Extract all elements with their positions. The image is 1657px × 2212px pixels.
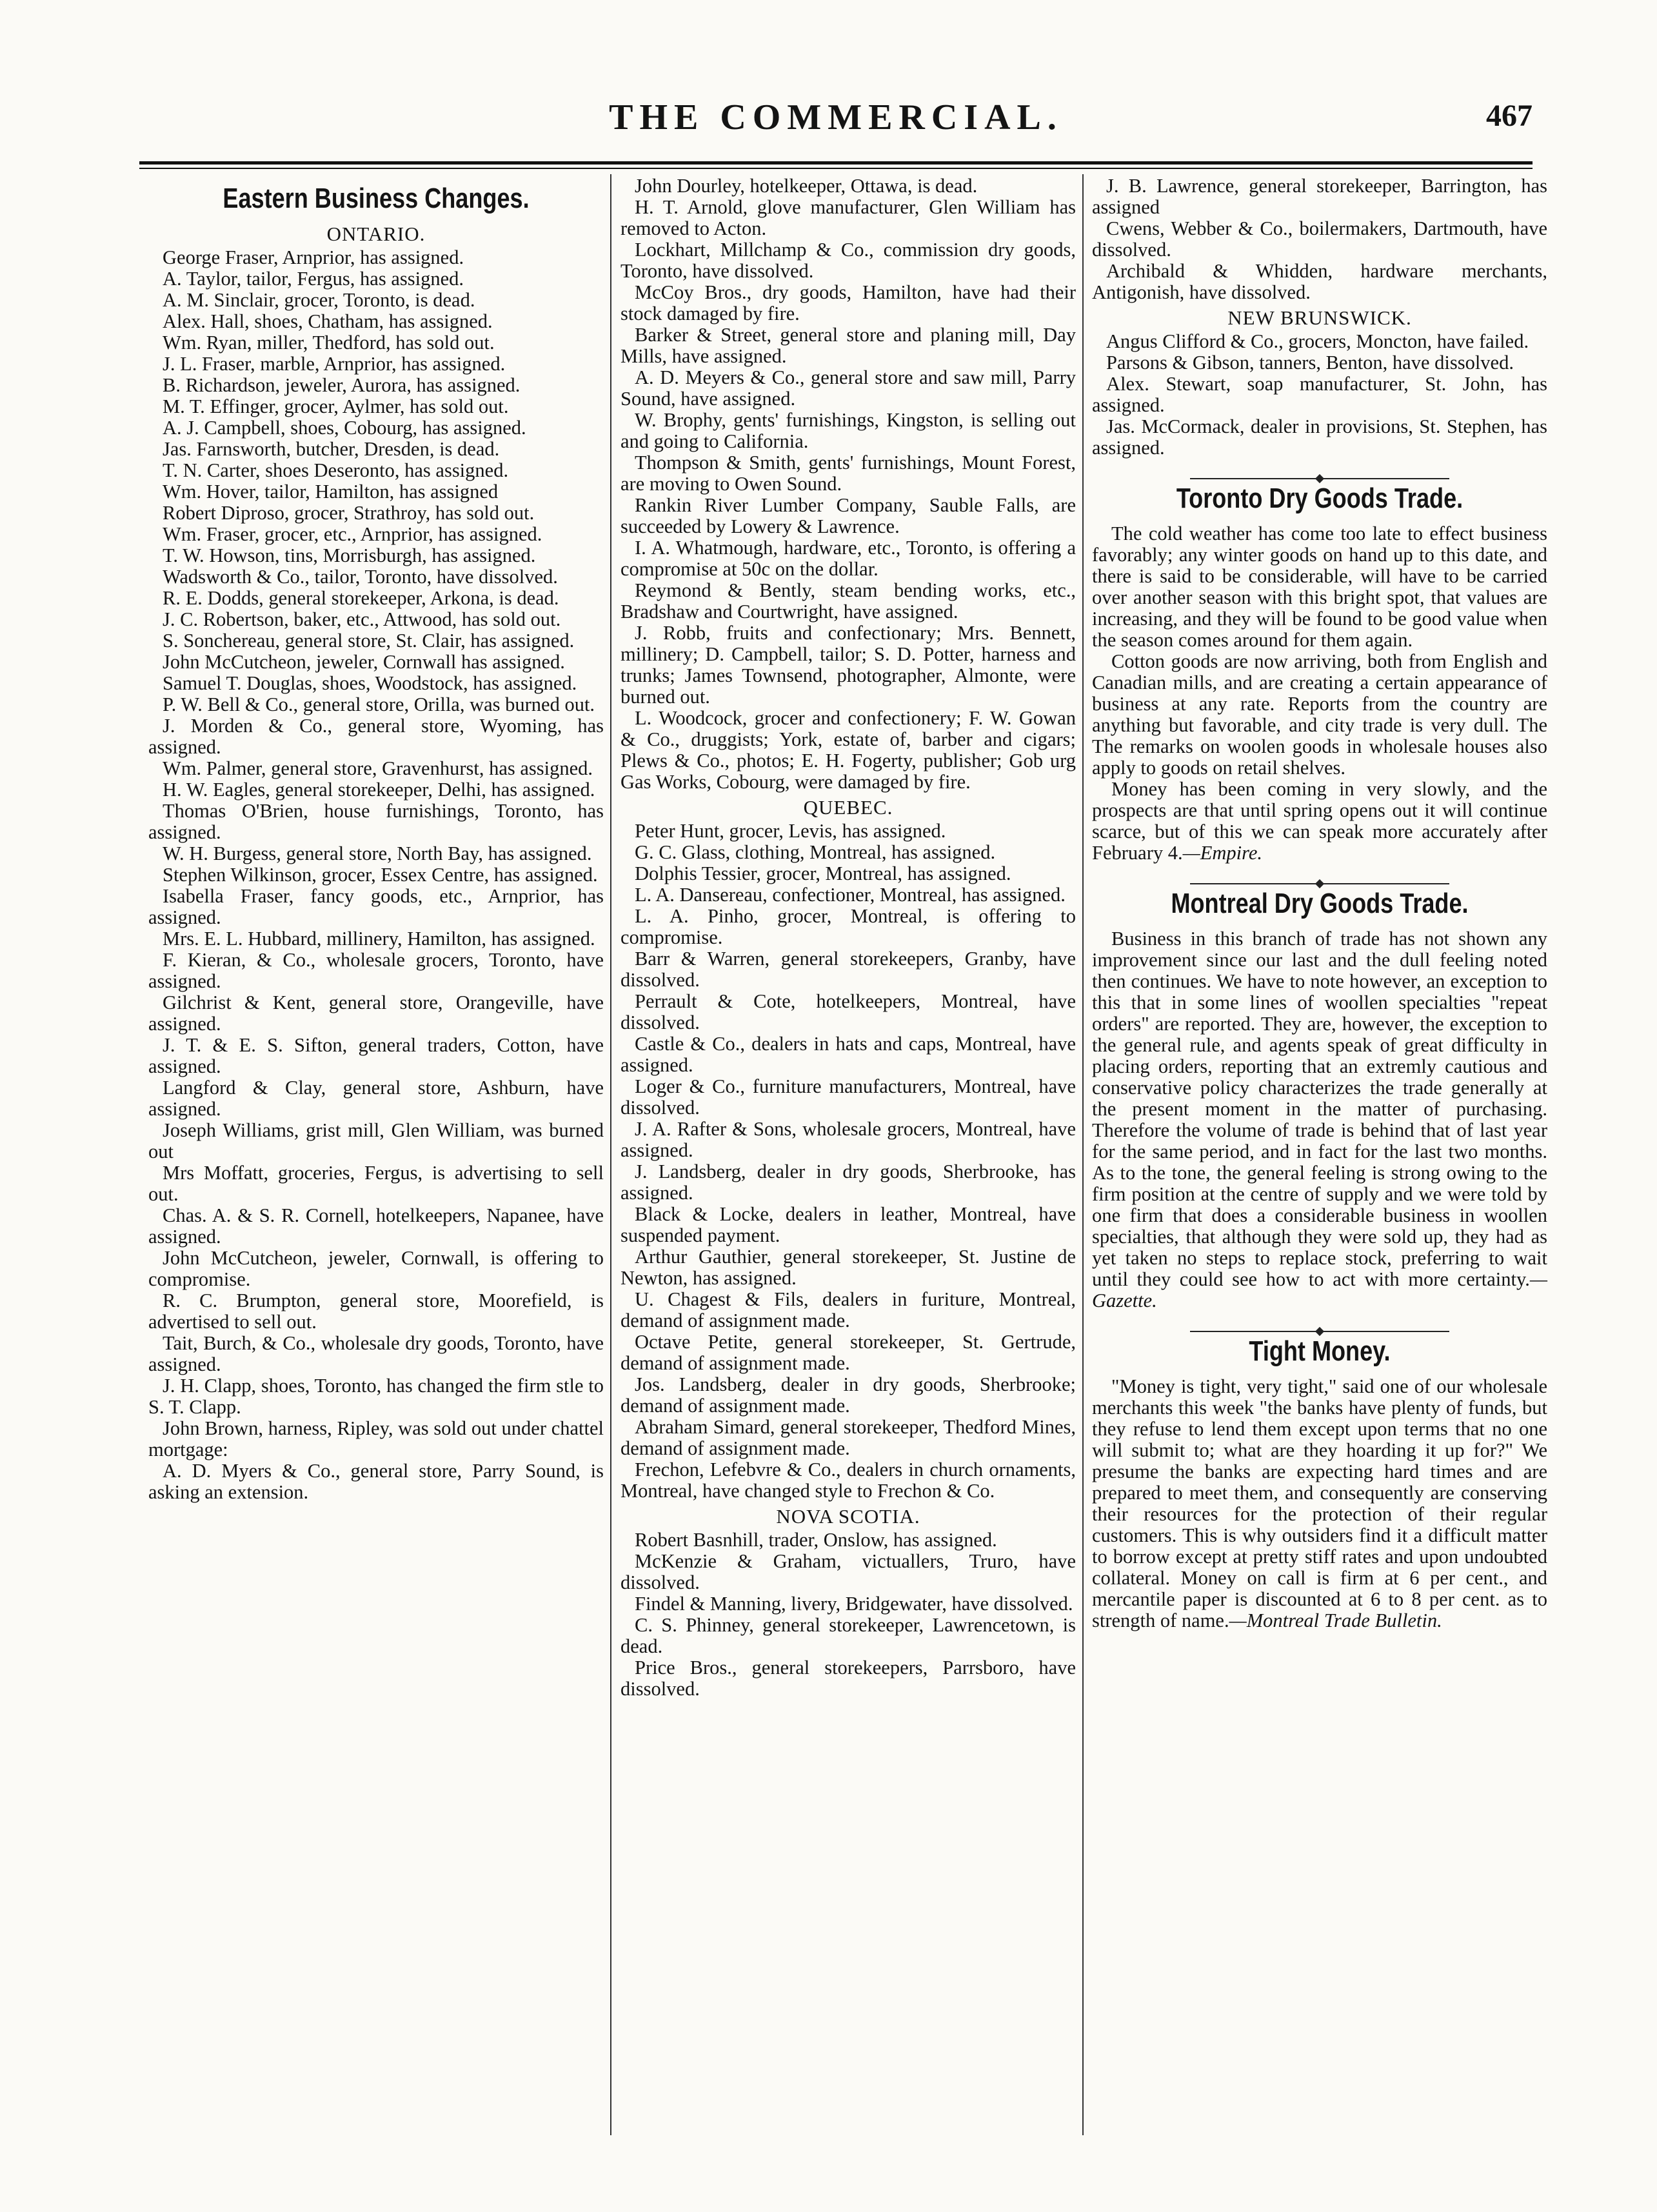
list-item: Lockhart, Millchamp & Co., commission dry goods, Toronto, have dissolved. [620,239,1076,282]
list-item: A. M. Sinclair, grocer, Toronto, is dead. [163,289,475,311]
list-item: Thomas O'Brien, house furnishings, Toronto, has assigned. [148,800,604,843]
journal-title: THE COMMERCIAL. [609,97,1063,137]
list-item: Jas. Farnsworth, butcher, Dresden, is dead. [163,438,500,460]
list-item: Thompson & Smith, gents' furnishings, Mount Forest, are moving to Owen Sound. [620,452,1076,495]
article-paragraph [1092,779,1547,864]
article-montreal-dry-goods [1092,887,1547,1311]
article-paragraph [1092,1376,1547,1631]
list-item: Barr & Warren, general storekeepers, Granby, have dissolved. [620,948,1076,991]
list-item: P. W. Bell & Co., general store, Orilla, was burned out. [163,693,595,715]
province-heading-ontario: ONTARIO. [326,223,426,245]
list-item: Mrs. E. L. Hubbard, millinery, Hamilton, has assigned. [163,928,595,950]
list-item: Mrs Moffatt, groceries, Fergus, is advertising to sell out. [148,1162,604,1205]
column-1 [148,175,604,1503]
column-divider-2 [1082,174,1084,2135]
list-item: Wm. Hover, tailor, Hamilton, has assigned [163,481,499,503]
article-tight-money [1092,1335,1547,1631]
province-heading-new-brunswick: NEW BRUNSWICK. [1227,306,1412,329]
list-item: Arthur Gauthier, general storekeeper, St. Justine de Newton, has assigned. [620,1246,1076,1289]
article-title: Toronto Dry Goods Trade. [1176,483,1464,514]
list-item: A. Taylor, tailor, Fergus, has assigned. [163,268,464,290]
list-item: J. C. Robertson, baker, etc., Attwood, has sold out. [163,608,561,630]
list-item: Joseph Williams, grist mill, Glen William, was burned out [148,1119,604,1162]
list-item: A. D. Myers & Co., general store, Parry Sound, is asking an extension. [148,1460,604,1503]
list-item: Castle & Co., dealers in hats and caps, Montreal, have assigned. [620,1033,1076,1076]
list-item: Alex. Hall, shoes, Chatham, has assigned. [163,310,493,332]
article-text: Business in this branch of trade has not shown any improvement since our last and the dull feeling noted then continues. We have to note however, an exception to this that in some lines of woollen specialties "repeat orders" are reported. They are, however, the exception to the general rule, and agents speak of great difficulty in placing orders, reporting that an extremly cautious and conservative policy characterizes the trade generally at the present moment in the matter of purchasing. Therefore the volume of trade is behind that of last year for the same period, and in fact for the last two months. As to the tone, the general feeling is strong owing to the firm position at the centre of supply and we were told by one firm that does a considerable business in woollen specialties, that although they were sold up, they had as yet taken no steps to replace stock, preferring to wait until they could see how to act with more certainty. [1092,928,1547,1290]
list-item: Wadsworth & Co., tailor, Toronto, have dissolved. [163,566,558,588]
list-item: Loger & Co., furniture manufacturers, Montreal, have dissolved. [620,1075,1076,1119]
article-source: —Montreal Trade Bulletin. [1229,1609,1442,1631]
list-item: S. Sonchereau, general store, St. Clair, has assigned. [163,630,575,652]
article-toronto-dry-goods [1092,482,1547,864]
list-item: J. H. Clapp, shoes, Toronto, has changed the firm stle to S. T. Clapp. [148,1375,604,1418]
list-item: Robert Basnhill, trader, Onslow, has assigned. [635,1529,997,1551]
list-item: J. T. & E. S. Sifton, general traders, Cotton, have assigned. [148,1034,604,1077]
list-item: H. T. Arnold, glove manufacturer, Glen William has removed to Acton. [620,196,1076,239]
list-item: John McCutcheon, jeweler, Cornwall, is offering to compromise. [148,1247,604,1290]
entry-list-ontario-cont [620,175,1076,793]
list-item: R. E. Dodds, general storekeeper, Arkona, is dead. [163,587,559,609]
list-item: G. C. Glass, clothing, Montreal, has assigned. [635,841,996,863]
article-text: Money has been coming in very slowly, and the prospects are that until spring opens out it will continue scarce, but of this we can speak more accurately after February 4. [1092,778,1547,864]
list-item: John Dourley, hotelkeeper, Ottawa, is dead. [635,175,978,197]
list-item: A. J. Campbell, shoes, Cobourg, has assigned. [163,417,526,439]
entry-list-ontario [148,247,604,1503]
list-item: Barker & Street, general store and planing mill, Day Mills, have assigned. [620,324,1076,367]
list-item: Tait, Burch, & Co., wholesale dry goods, Toronto, have assigned. [148,1332,604,1375]
list-item: J. L. Fraser, marble, Arnprior, has assigned. [163,353,506,375]
article-title: Tight Money. [1249,1335,1391,1367]
list-item: A. D. Meyers & Co., general store and saw mill, Parry Sound, have assigned. [620,366,1076,410]
list-item: John McCutcheon, jeweler, Cornwall has assigned. [163,651,565,673]
list-item: Reymond & Bently, steam bending works, etc., Bradshaw and Courtwright, have assigned. [620,579,1076,623]
list-item: McCoy Bros., dry goods, Hamilton, have had their stock damaged by fire. [620,281,1076,324]
list-item: Isabella Fraser, fancy goods, etc., Arnprior, has assigned. [148,885,604,928]
entry-list-nova-scotia [620,1529,1076,1700]
list-item: Cwens, Webber & Co., boilermakers, Dartmouth, have dissolved. [1092,217,1547,261]
list-item: Langford & Clay, general store, Ashburn, have assigned. [148,1077,604,1120]
list-item: Wm. Ryan, miller, Thedford, has sold out. [163,332,495,354]
ornament-divider [1092,466,1547,475]
entry-list-new-brunswick [1092,331,1547,459]
list-item: W. H. Burgess, general store, North Bay, has assigned. [163,842,592,864]
list-item: J. B. Lawrence, general storekeeper, Barrington, has assigned [1092,175,1547,218]
header-rule-thin [139,168,1533,169]
list-item: Wm. Palmer, general store, Gravenhurst, has assigned. [163,757,593,779]
list-item: J. Morden & Co., general store, Wyoming, has assigned. [148,715,604,758]
list-item: J. Landsberg, dealer in dry goods, Sherbrooke, has assigned. [620,1161,1076,1204]
list-item: H. W. Eagles, general storekeeper, Delhi, has assigned. [163,779,595,801]
list-item: Jos. Landsberg, dealer in dry goods, Sherbrooke; demand of assignment made. [620,1373,1076,1417]
list-item: J. A. Rafter & Sons, wholesale grocers, Montreal, have assigned. [620,1118,1076,1161]
list-item: Archibald & Whidden, hardware merchants, Antigonish, have dissolved. [1092,260,1547,303]
masthead [139,97,1533,148]
article-source: —Empire. [1182,842,1263,864]
list-item: Black & Locke, dealers in leather, Montreal, have suspended payment. [620,1203,1076,1246]
list-item: Chas. A. & S. R. Cornell, hotelkeepers, Napanee, have assigned. [148,1204,604,1248]
list-item: George Fraser, Arnprior, has assigned. [163,246,464,268]
list-item: Parsons & Gibson, tanners, Benton, have dissolved. [1106,352,1514,374]
list-item: F. Kieran, & Co., wholesale grocers, Toronto, have assigned. [148,949,604,992]
column-divider-1 [610,174,611,2135]
list-item: T. W. Howson, tins, Morrisburgh, has assigned. [163,544,536,566]
list-item: Alex. Stewart, soap manufacturer, St. John, has assigned. [1092,373,1547,416]
entry-list-quebec [620,821,1076,1502]
list-item: Gilchrist & Kent, general store, Orangeville, have assigned. [148,991,604,1035]
article-paragraph: The cold weather has come too late to effect business favorably; any winter goods on hand up to this date, and there is said to be considerable, will have to be carried over another season with this bright spot, that values are increasing, and they will be found to be good value when the season comes around for them again. [1092,523,1547,651]
list-item: L. A. Pinho, grocer, Montreal, is offering to compromise. [620,905,1076,948]
article-paragraph: Cotton goods are now arriving, both from English and Canadian mills, and are creating a certain appearance of business at any rate. Reports from the country are anything but favorable, and city trade is very dull. The The remarks on woolen goods in wholesale houses also apply to goods on retail shelves. [1092,650,1547,779]
list-item: Dolphis Tessier, grocer, Montreal, has assigned. [635,862,1011,884]
ornament-divider [1092,1319,1547,1328]
article-source: —Gazette. [1092,1268,1547,1311]
list-item: Octave Petite, general storekeeper, St. Gertrude, demand of assignment made. [620,1331,1076,1374]
list-item: Samuel T. Douglas, shoes, Woodstock, has assigned. [163,672,577,694]
list-item: Robert Diproso, grocer, Strathroy, has sold out. [163,502,535,524]
province-heading-quebec: QUEBEC. [803,796,893,819]
article-paragraph [1092,928,1547,1311]
list-item: C. S. Phinney, general storekeeper, Lawrencetown, is dead. [620,1614,1076,1657]
column-2 [620,175,1076,1700]
list-item: R. C. Brumpton, general store, Moorefield, is advertised to sell out. [148,1290,604,1333]
section-heading: Eastern Business Changes. [223,183,530,214]
list-item: Peter Hunt, grocer, Levis, has assigned. [635,820,946,842]
list-item: Jas. McCormack, dealer in provisions, St. Stephen, has assigned. [1092,415,1547,459]
list-item: I. A. Whatmough, hardware, etc., Toronto, is offering a compromise at 50c on the dollar. [620,537,1076,580]
entry-list-nova-scotia-cont [1092,175,1547,303]
header-rule [139,161,1533,164]
province-heading-nova-scotia: NOVA SCOTIA. [776,1505,920,1528]
list-item: J. Robb, fruits and confectionary; Mrs. Bennett, millinery; D. Campbell, tailor; S. D. Potter, harness and trunks; James Townsend, photographer, Almonte, were burned out. [620,622,1076,708]
list-item: M. T. Effinger, grocer, Aylmer, has sold out. [163,395,509,417]
list-item: Wm. Fraser, grocer, etc., Arnprior, has assigned. [163,523,542,545]
list-item: L. Woodcock, grocer and confectionery; F. W. Gowan & Co., druggists; York, estate of, barber and cigars; Plews & Co., photos; E. H. Fogerty, publisher; Gob urg Gas Works, Cobourg, were damaged by fire. [620,707,1076,793]
list-item: Angus Clifford & Co., grocers, Moncton, have failed. [1106,330,1529,352]
list-item: Perrault & Cote, hotelkeepers, Montreal, have dissolved. [620,990,1076,1033]
list-item: Findel & Manning, livery, Bridgewater, have dissolved. [635,1593,1073,1615]
list-item: W. Brophy, gents' furnishings, Kingston, is selling out and going to California. [620,409,1076,452]
list-item: Rankin River Lumber Company, Sauble Falls, are succeeded by Lowery & Lawrence. [620,494,1076,537]
list-item: T. N. Carter, shoes Deseronto, has assigned. [163,459,509,481]
list-item: John Brown, harness, Ripley, was sold out under chattel mortgage: [148,1417,604,1460]
list-item: U. Chagest & Fils, dealers in furiture, Montreal, demand of assignment made. [620,1288,1076,1331]
list-item: Abraham Simard, general storekeeper, Thedford Mines, demand of assignment made. [620,1416,1076,1459]
list-item: Frechon, Lefebvre & Co., dealers in church ornaments, Montreal, have changed style to Frechon & Co. [620,1459,1076,1502]
list-item: Stephen Wilkinson, grocer, Essex Centre, has assigned. [163,864,598,886]
list-item: B. Richardson, jeweler, Aurora, has assigned. [163,374,521,396]
ornament-divider [1092,872,1547,881]
list-item: L. A. Dansereau, confectioner, Montreal, has assigned. [635,884,1066,906]
list-item: Price Bros., general storekeepers, Parrsboro, have dissolved. [620,1657,1076,1700]
column-3 [1092,175,1547,1631]
article-text: "Money is tight, very tight," said one of our wholesale merchants this week "the banks have plenty of funds, but they refuse to lend them except upon terms that no one will submit to; what are they hoarding it up for?" We presume the banks are expecting hard times and are prepared to meet them, and consequently are conserving their resources for the protection of their regular customers. This is why outsiders find it a difficult matter to borrow except at pretty stiff rates and upon undoubted collateral. Money on call is firm at 6 per cent., and mercantile paper is discounted at 6 to 8 per cent. as to strength of name. [1092,1375,1547,1631]
list-item: McKenzie & Graham, victuallers, Truro, have dissolved. [620,1550,1076,1593]
article-title: Montreal Dry Goods Trade. [1171,888,1469,919]
page-number: 467 [1486,99,1533,133]
